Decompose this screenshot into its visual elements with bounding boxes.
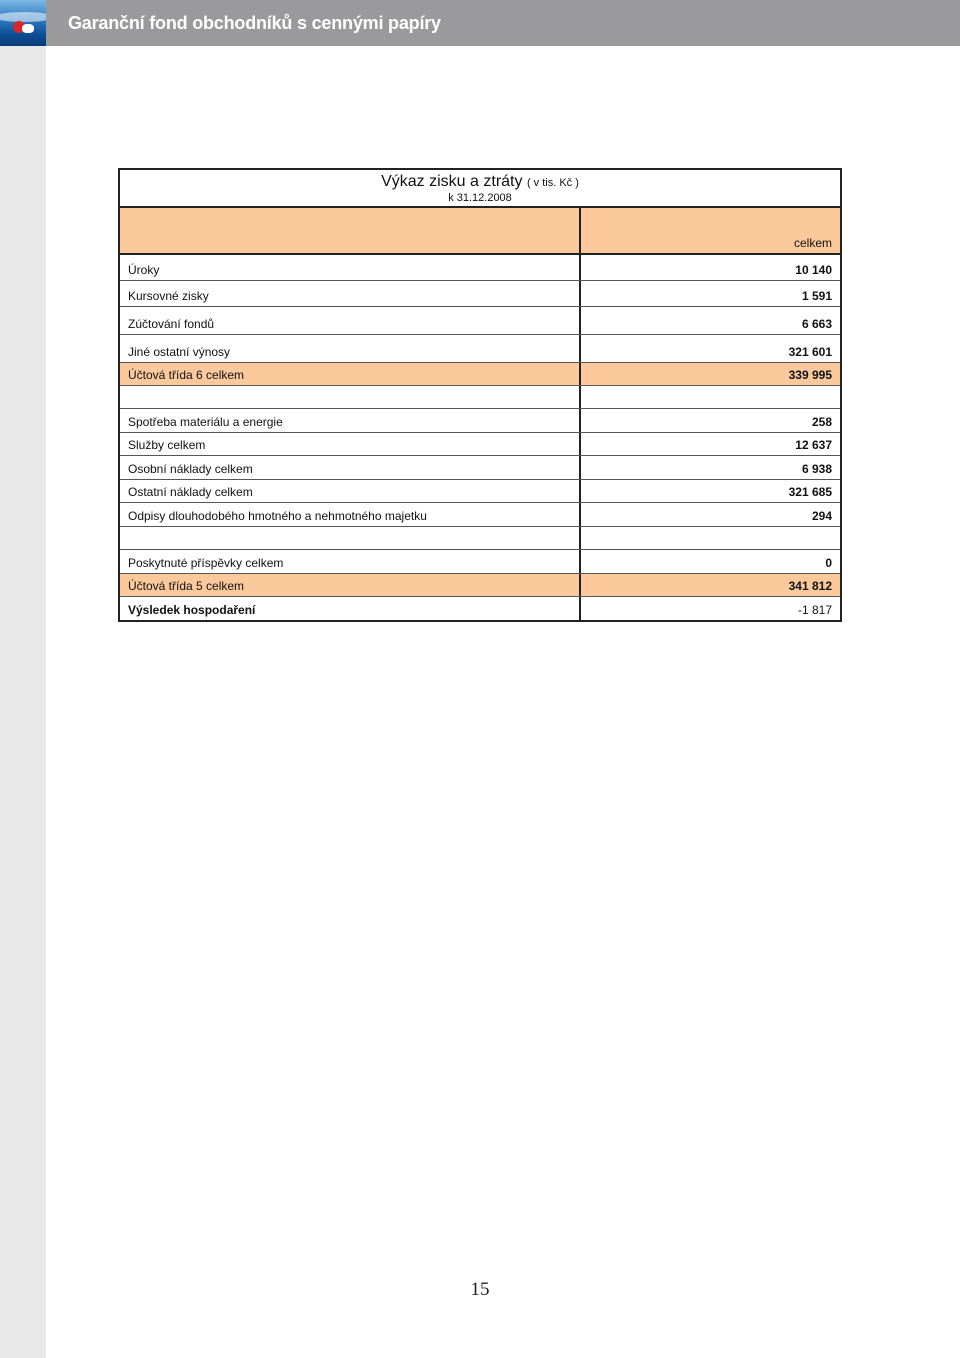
row-label: Výsledek hospodaření — [120, 597, 581, 620]
page-number: 15 — [470, 1279, 490, 1300]
result-row — [120, 597, 840, 620]
row-value: 339 995 — [788, 368, 832, 382]
table-row — [120, 503, 840, 527]
table-row — [120, 456, 840, 480]
empty-cell — [120, 386, 581, 408]
row-value: 294 — [811, 508, 832, 523]
document-header-title: Garanční fond obchodníků s cennými papíry — [68, 13, 441, 33]
logo-icon — [0, 0, 46, 46]
table-title — [120, 173, 840, 191]
empty-cell — [120, 527, 581, 550]
row-label: Odpisy dlouhodobého hmotného a nehmotného majetku — [120, 503, 581, 526]
empty-cell — [581, 386, 840, 408]
table-date: k 31.12.2008 — [448, 192, 512, 204]
row-label: Poskytnuté příspěvky celkem — [120, 550, 581, 573]
table-row — [120, 433, 840, 457]
side-strip — [0, 0, 46, 1358]
row-value: 321 601 — [788, 345, 832, 359]
table-row — [120, 409, 840, 433]
row-value: 6 663 — [801, 317, 832, 331]
row-value: 12 637 — [795, 438, 832, 452]
row-label: Spotřeba materiálu a energie — [120, 409, 581, 432]
table-row — [120, 550, 840, 574]
row-label: Kursovné zisky — [120, 281, 581, 306]
row-value: -1 817 — [797, 602, 832, 617]
row-label: Účtová třída 6 celkem — [120, 363, 581, 385]
expense-total-row — [120, 574, 840, 598]
table-title-block — [120, 170, 840, 208]
table-title-text: Výkaz zisku a ztráty — [381, 173, 523, 190]
row-value: 10 140 — [795, 263, 832, 277]
row-value: 321 685 — [788, 485, 832, 499]
table-row — [120, 480, 840, 504]
column-header-row — [120, 208, 840, 255]
row-label: Úroky — [120, 255, 581, 280]
row-label: Osobní náklady celkem — [120, 456, 581, 479]
row-value: 6 938 — [801, 461, 832, 476]
row-label: Zúčtování fondů — [120, 307, 581, 334]
table-row — [120, 307, 840, 335]
table-row — [120, 335, 840, 363]
row-value: 0 — [825, 555, 832, 570]
row-value: 258 — [811, 414, 832, 429]
row-value: 1 591 — [801, 289, 832, 303]
spacer-row — [120, 386, 840, 409]
row-label: Účtová třída 5 celkem — [120, 574, 581, 597]
empty-cell — [581, 527, 840, 550]
income-total-row — [120, 363, 840, 386]
table-row — [120, 255, 840, 281]
table-row — [120, 281, 840, 307]
value-column-header: celkem — [793, 236, 832, 250]
row-label: Ostatní náklady celkem — [120, 480, 581, 503]
row-label: Jiné ostatní výnosy — [120, 335, 581, 362]
income-statement-table — [118, 168, 842, 622]
spacer-row — [120, 527, 840, 551]
label-column-header — [120, 208, 581, 253]
row-label: Služby celkem — [120, 433, 581, 456]
row-value: 341 812 — [788, 579, 832, 593]
table-unit: ( v tis. Kč ) — [526, 177, 579, 189]
